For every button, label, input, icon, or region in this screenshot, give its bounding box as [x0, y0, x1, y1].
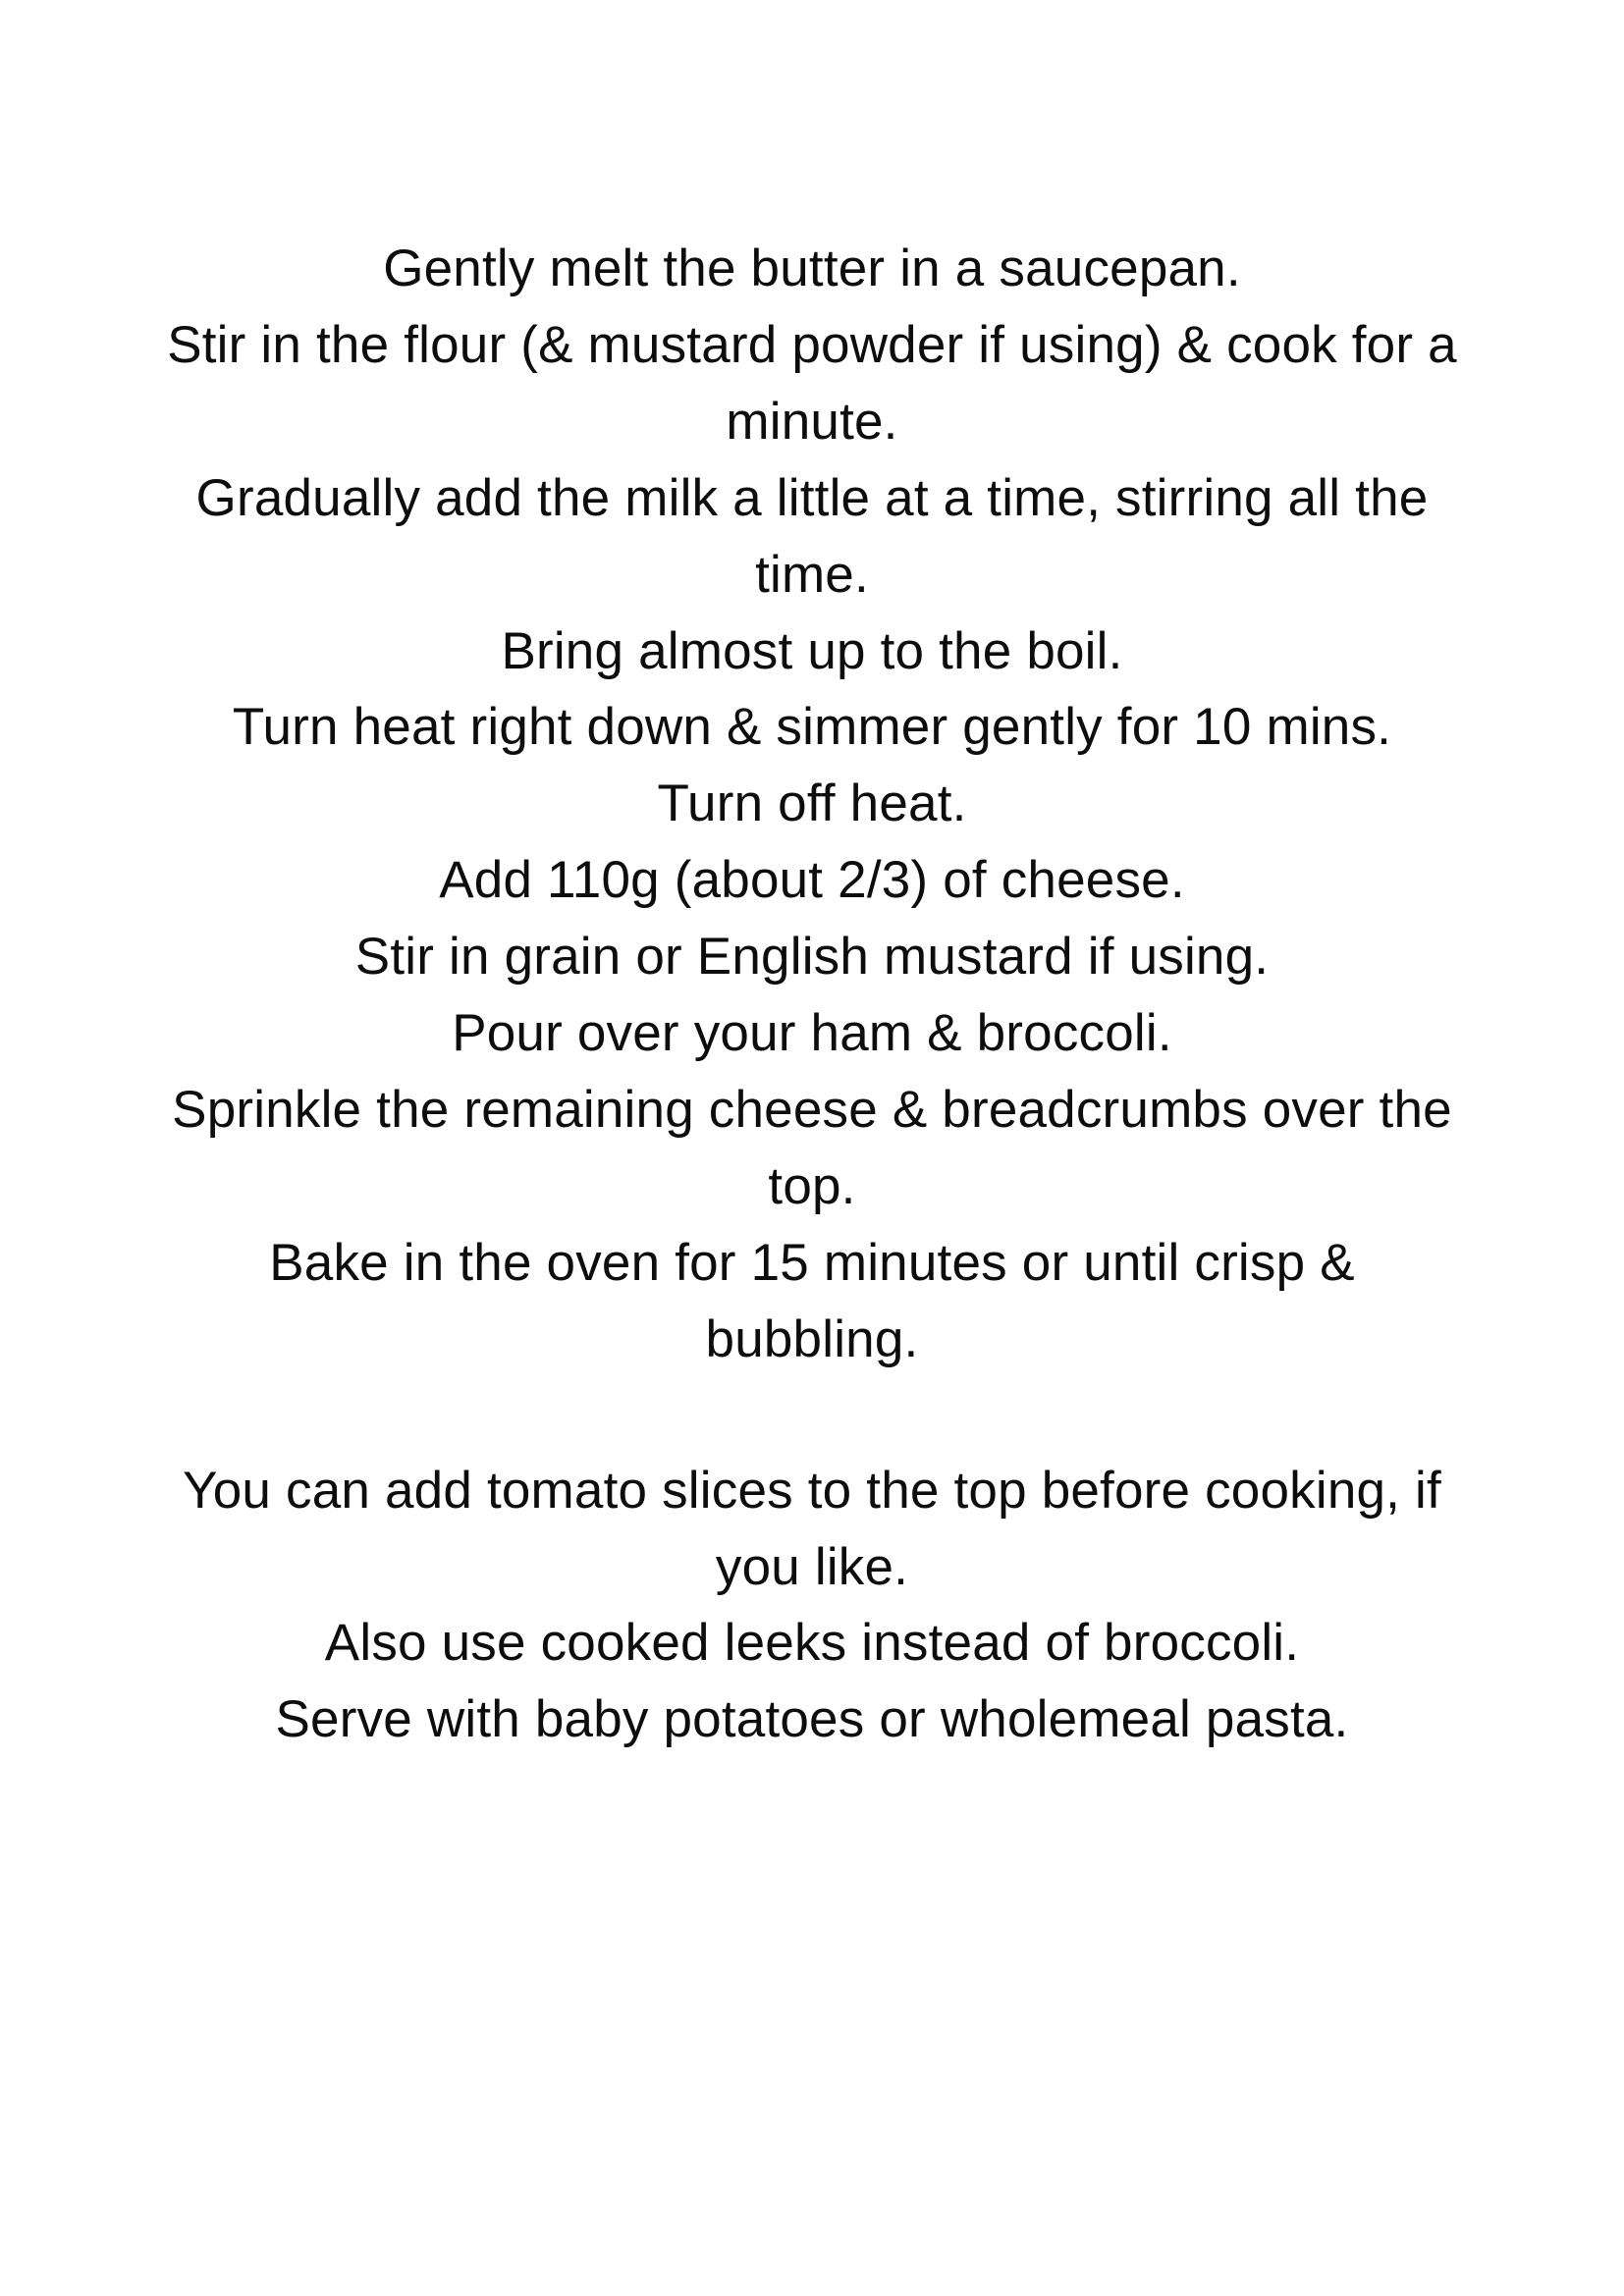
method-step: Bring almost up to the boil. [501, 621, 1123, 680]
recipe-instructions-text [157, 231, 1467, 1758]
method-step: Sprinkle the remaining cheese & breadcrumbs over the top. [172, 1080, 1452, 1215]
recipe-note: Serve with baby potatoes or wholemeal pasta. [275, 1690, 1349, 1749]
method-step: Turn off heat. [657, 774, 967, 833]
method-step: Gradually add the milk a little at a time, stirring all the time. [195, 468, 1429, 604]
method-step: Bake in the oven for 15 minutes or until crisp & bubbling. [269, 1233, 1355, 1368]
method-step: Add 110g (about 2/3) of cheese. [439, 851, 1185, 910]
method-step: Gently melt the butter in a saucepan. [383, 240, 1241, 297]
method-step: Turn heat right down & simmer gently for 10 mins. [232, 698, 1392, 757]
method-step: Stir in the flour (& mustard powder if using) & cook for a minute. [167, 315, 1457, 451]
recipe-note: Also use cooked leeks instead of broccoli. [324, 1614, 1300, 1673]
method-step: Pour over your ham & broccoli. [452, 1004, 1172, 1063]
section-divider-space [157, 1378, 1467, 1453]
method-step: Stir in grain or English mustard if using. [354, 928, 1270, 987]
recipe-note: You can add tomato slices to the top before cooking, if you like. [183, 1461, 1441, 1596]
